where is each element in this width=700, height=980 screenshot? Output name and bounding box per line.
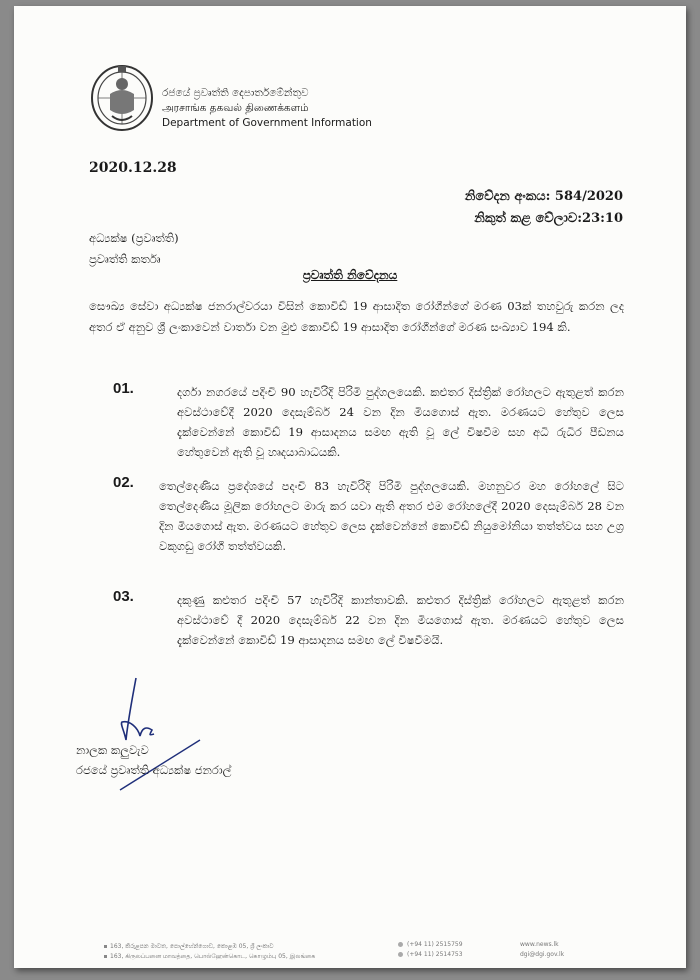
- issue-time: නිකුත් කළ වේලාව:23:10: [474, 211, 623, 226]
- footer-phone: [398, 940, 463, 960]
- department-name-sinhala: රජයේ ප්‍රවෘත්ති දෙපාර්තමේන්තුව: [162, 87, 309, 99]
- release-reference: [465, 186, 623, 230]
- national-emblem-icon: [90, 64, 154, 132]
- document-title: ප්‍රවෘත්ති නිවේදනය: [302, 268, 398, 282]
- footer-website[interactable]: www.news.lk: [520, 941, 559, 948]
- bullet-icon: [104, 955, 107, 958]
- page-footer: [14, 936, 686, 968]
- document-page: [14, 6, 686, 968]
- release-number: නිවේදන අංකය: 584/2020: [464, 189, 623, 204]
- footer-address-1: 163, කිරුළපන මාවත, පොල්හේන්ගොඩ, කොළඹ 05, ශ්‍රී ලංකාව: [104, 942, 315, 952]
- footer-address-2: 163, கிருலப்பனை மாவத்தை, பொல்ஹேன்கொட, கொழும்பு 05, இலங்கை: [104, 952, 315, 962]
- phone-icon: [398, 942, 403, 947]
- item-text: තෙල්දෙණිය ප්‍රදේශයේ පදංචි 83 හැවිරිදි පිරිමි පුද්ගලයෙකි. මහනුවර මහ රෝහලේ සිට තෙල්දෙණිය මූලික රෝහලට මාරු කර යවා ඇති අතර එම රෝහලේදී 2020 දෙසැම්බර් 28 වන දින මියගොස් ඇත. මරණයට හේතුව ලෙස දැක්වෙන්නේ කොවිඩ් නියුමෝනියා තත්ත්වය සහ උග්‍ර වකුගඩු රෝගී තත්ත්වයකි.: [159, 479, 624, 553]
- letterhead: [90, 64, 390, 134]
- department-name-english: Department of Government Information: [162, 117, 372, 129]
- item-number: 03.: [113, 588, 134, 605]
- item-number: 02.: [113, 474, 134, 491]
- fax-icon: [398, 952, 403, 957]
- addressee-line-2: ප්‍රවෘත්ති කර්තෘ: [89, 252, 161, 266]
- item-number: 01.: [113, 380, 134, 397]
- item-text: දර්ගා නගරයේ පදිංචි 90 හැවිරිදි පිරිමි පුද්ගලයෙකි. කළුතර දිස්ත්‍රික් රෝහලට ඇතුළත් කරන අවස්ථාවේදී 2020 දෙසැම්බර් 24 වන දින මියගොස් ඇත. මරණයට හේතුව ලෙස දැක්වෙන්නේ කොවිඩ් 19 ආසාදනය සමඟ ඇති වූ ලේ විෂවීම සහ අධි රුධිර පීඩනය හේතුවෙන් ඇති වූ හෘදයාබාධයකි.: [177, 385, 624, 459]
- signatory: [76, 740, 231, 780]
- signatory-title: රජයේ ප්‍රවෘත්ති අධ්‍යක්ෂ ජනරාල්: [76, 763, 232, 777]
- signatory-name: නාලක කලුවැව: [76, 743, 149, 757]
- release-date: 2020.12.28: [89, 160, 177, 176]
- footer-web: [520, 940, 564, 960]
- footer-email[interactable]: dgi@dgi.gov.lk: [520, 951, 565, 958]
- intro-paragraph: සෞඛ්‍ය සේවා අධ්‍යක්ෂ ජනරාල්වරයා විසින් කොවිඩ් 19 ආසාදිත රෝගීන්ගේ මරණ 03ක් තහවුරු කරන ලද අතර ඒ අනුව ශ්‍රී ලංකාවෙන් වාර්තා වන මුළු කොවිඩ් 19 ආසාදිත රෝගීන්ගේ මරණ සංඛ්‍යාව 194 කි.: [89, 299, 624, 334]
- addressee-line-1: අධ්‍යක්ෂ (ප්‍රවෘත්ති): [89, 231, 179, 245]
- item-text: දකුණු කළුතර පදිංචි 57 හැවිරිදි කාන්තාවකි. කළුතර දිස්ත්‍රික් රෝහලට ඇතුළත් කරන අවස්ථාවේ දී 2020 දෙසැම්බර් 22 වන දින මියගොස් ඇත. මරණයට හේතුව ලෙස දැක්වෙන්නේ කොවිඩ් 19 ආසාදනය සමඟ ලේ විෂවීමයි.: [177, 593, 624, 647]
- bullet-icon: [104, 945, 107, 948]
- department-name: [162, 86, 392, 131]
- department-name-tamil: அரசாங்க தகவல் திணைக்களம்: [162, 102, 309, 114]
- footer-fax: (+94 11) 2514753: [398, 950, 463, 960]
- addressee: [89, 228, 179, 270]
- footer-tel: (+94 11) 2515759: [398, 940, 463, 950]
- footer-address: [104, 942, 315, 962]
